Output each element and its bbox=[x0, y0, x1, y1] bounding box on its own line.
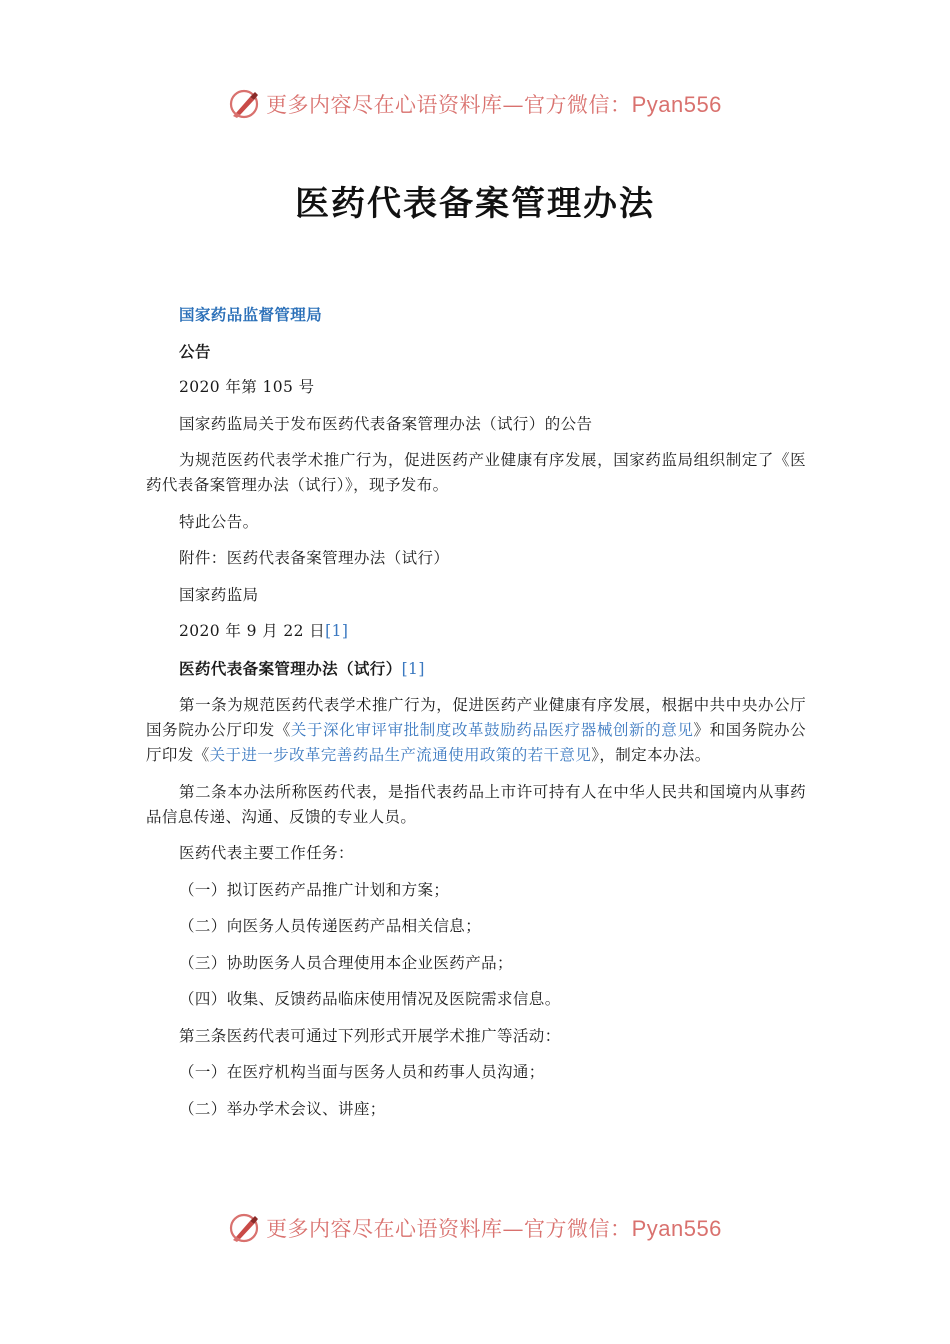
article-1-text: 》，制定本办法。 bbox=[591, 746, 711, 764]
watermark-bottom bbox=[0, 1208, 950, 1248]
task-item: （三）协助医务人员合理使用本企业医药产品； bbox=[179, 953, 513, 972]
pen-logo-icon bbox=[228, 87, 262, 121]
footnote-link[interactable]: [1] bbox=[401, 659, 425, 678]
doc-number: 2020 年第 105 号 bbox=[179, 378, 315, 396]
article-2: 第二条本办法所称医药代表，是指代表药品上市许可持有人在中华人民共和国境内从事药品信息传递、沟通、反馈的专业人员。 bbox=[146, 782, 806, 826]
article-1-text: 》和国务院办公厅印发《 bbox=[146, 721, 806, 764]
document-title: 医药代表备案管理办法 bbox=[295, 184, 655, 224]
task-item: （二）向医务人员传递医药产品相关信息； bbox=[179, 917, 482, 935]
watermark-text: 更多内容尽在心语资料库—官方微信：Pyan556 bbox=[266, 92, 722, 117]
signer-line: 国家药监局 bbox=[179, 585, 259, 604]
date-text: 2020 年 9 月 22 日 bbox=[179, 622, 326, 640]
issuer-heading: 国家药品监督管理局 bbox=[179, 305, 323, 324]
date-line bbox=[146, 619, 806, 644]
announce-line: 特此公告。 bbox=[179, 512, 259, 531]
task-item: （四）收集、反馈药品临床使用情况及医院需求信息。 bbox=[179, 990, 561, 1008]
article-1-text: 第一条为规范医药代表学术推广行为，促进医药产业健康有序发展，根据中共中央办公厅国务院办公厅印发《 bbox=[146, 696, 806, 739]
watermark-text: 更多内容尽在心语资料库—官方微信：Pyan556 bbox=[266, 1216, 722, 1241]
activity-item: （一）在医疗机构当面与医务人员和药事人员沟通； bbox=[179, 1063, 545, 1081]
intro-paragraph: 为规范医药代表学术推广行为，促进医药产业健康有序发展，国家药监局组织制定了《医药代表备案管理办法（试行）》，现予发布。 bbox=[146, 451, 806, 494]
section-heading bbox=[146, 656, 806, 682]
pen-logo-icon bbox=[228, 1211, 262, 1245]
task-item: （一）拟订医药产品推广计划和方案； bbox=[179, 880, 450, 899]
footnote-link[interactable]: [1] bbox=[325, 622, 349, 640]
notice-title: 国家药监局关于发布医药代表备案管理办法（试行）的公告 bbox=[179, 414, 593, 433]
watermark-top bbox=[0, 84, 950, 124]
doc-type: 公告 bbox=[179, 341, 211, 361]
policy-link-1[interactable]: 关于深化审评审批制度改革鼓励药品医疗器械创新的意见 bbox=[290, 721, 694, 739]
article-3: 第三条医药代表可通过下列形式开展学术推广等活动： bbox=[179, 1026, 561, 1045]
section-heading-text: 医药代表备案管理办法（试行） bbox=[179, 658, 402, 678]
activity-item: （二）举办学术会议、讲座； bbox=[179, 1099, 386, 1118]
article-1 bbox=[146, 693, 806, 768]
attachment-line: 附件：医药代表备案管理办法（试行） bbox=[179, 549, 450, 567]
document-body bbox=[146, 302, 806, 1133]
tasks-intro: 医药代表主要工作任务： bbox=[179, 844, 354, 862]
policy-link-2[interactable]: 关于进一步改革完善药品生产流通使用政策的若干意见 bbox=[209, 746, 592, 764]
